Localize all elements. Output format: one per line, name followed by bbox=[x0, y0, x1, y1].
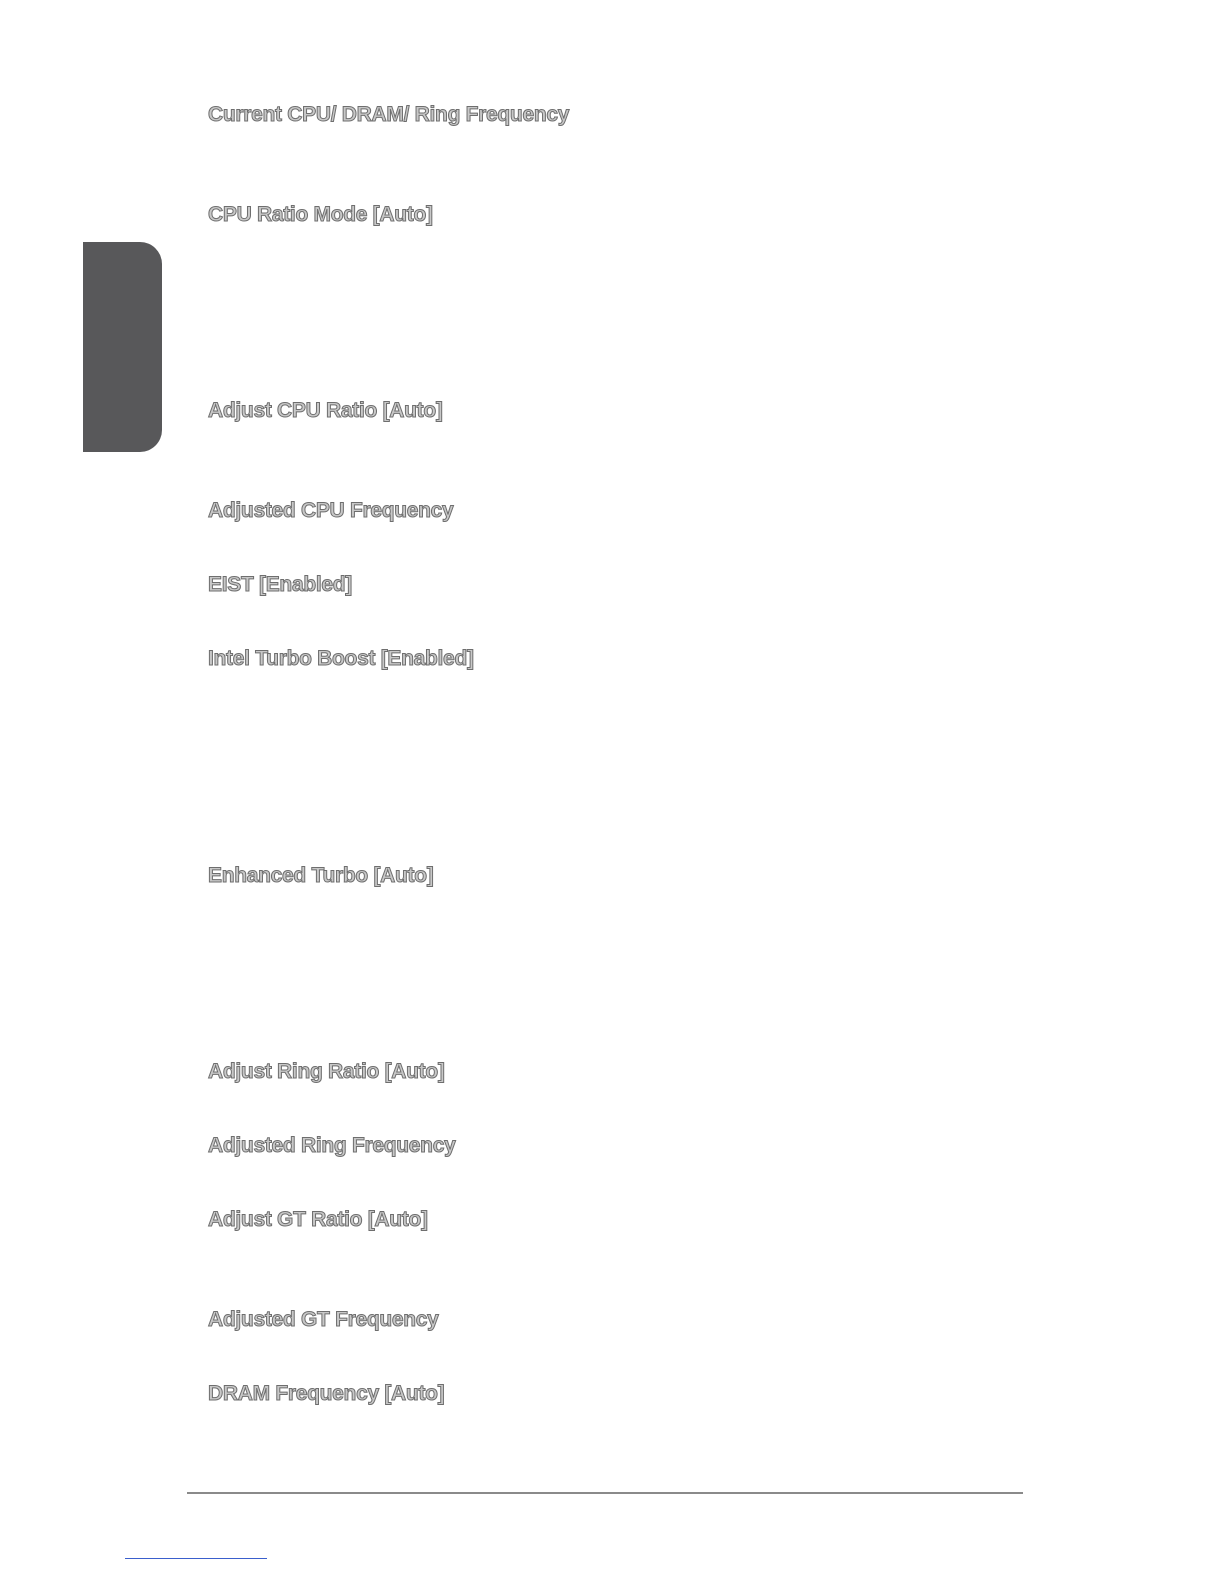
heading-dram-frequency: DRAM Frequency [Auto] bbox=[208, 1382, 445, 1405]
heading-adjust-ring-ratio: Adjust Ring Ratio [Auto] bbox=[208, 1060, 445, 1083]
heading-current-frequency: Current CPU/ DRAM/ Ring Frequency bbox=[208, 103, 570, 126]
heading-adjust-cpu-ratio: Adjust CPU Ratio [Auto] bbox=[208, 399, 443, 422]
heading-cpu-ratio-mode: CPU Ratio Mode [Auto] bbox=[208, 203, 433, 226]
heading-adjusted-ring-frequency: Adjusted Ring Frequency bbox=[208, 1134, 456, 1157]
page-link-underline[interactable] bbox=[125, 1558, 267, 1559]
heading-enhanced-turbo: Enhanced Turbo [Auto] bbox=[208, 864, 434, 887]
chapter-side-tab bbox=[83, 242, 162, 452]
heading-eist: EIST [Enabled] bbox=[208, 573, 352, 596]
heading-adjusted-gt-frequency: Adjusted GT Frequency bbox=[208, 1308, 439, 1331]
heading-adjust-gt-ratio: Adjust GT Ratio [Auto] bbox=[208, 1208, 428, 1231]
footer-divider bbox=[187, 1492, 1023, 1494]
heading-adjusted-cpu-frequency: Adjusted CPU Frequency bbox=[208, 499, 454, 522]
heading-intel-turbo-boost: Intel Turbo Boost [Enabled] bbox=[208, 647, 474, 670]
